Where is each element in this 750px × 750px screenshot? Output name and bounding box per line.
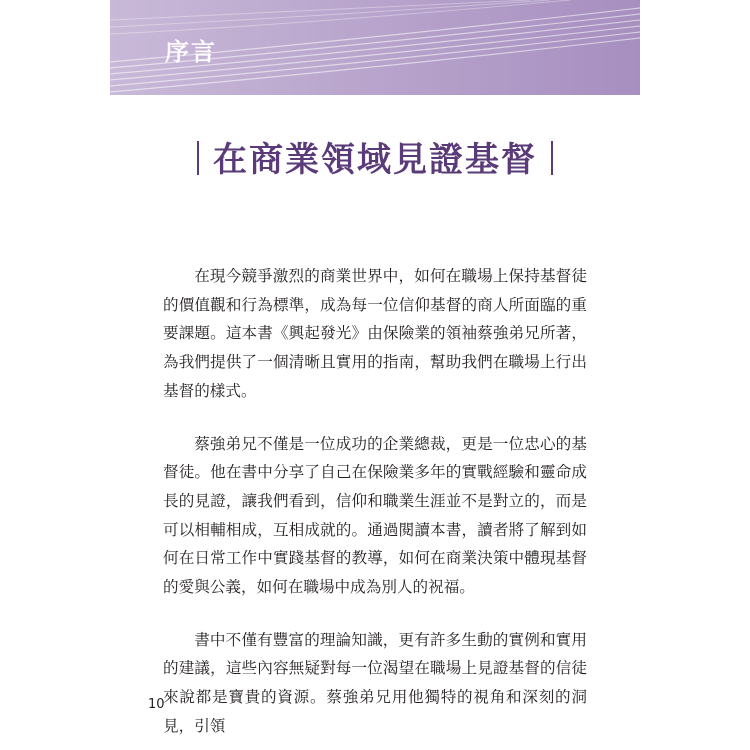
body-text xyxy=(163,262,587,750)
title-bar-right xyxy=(551,141,553,175)
chapter-title: 在商業領域見證基督 xyxy=(213,140,537,180)
paragraph: 蔡強弟兄不僅是一位成功的企業總裁，更是一位忠心的基督徒。他在書中分享了自己在保險業多年的實戰經驗和靈命成長的見證，讓我們看到，信仰和職業生涯並不是對立的，而是可以相輔相成，互相成就的。通過閱讀本書，讀者將了解到如何在日常工作中實踐基督的教導，如何在商業決策中體現基督的愛與公義，如何在職場中成為別人的祝福。 xyxy=(163,434,587,597)
paragraph: 在現今競爭激烈的商業世界中，如何在職場上保持基督徒的價值觀和行為標準，成為每一位信仰基督的商人所面臨的重要課題。這本書《興起發光》由保險業的領袖蔡強弟兄所著，為我們提供了一個清晰且實用的指南，幫助我們在職場上行出基督的樣式。 xyxy=(163,267,587,400)
paragraph: 書中不僅有豐富的理論知識，更有許多生動的實例和實用的建議，這些內容無疑對每一位渴望在職場上見證基督的信徒來說都是寶貴的資源。蔡強弟兄用他獨特的視角和深刻的洞見，引領 xyxy=(163,630,587,735)
page-number: 10 xyxy=(148,697,165,712)
chapter-title-block xyxy=(0,138,750,182)
title-bar-left xyxy=(197,141,199,175)
section-label: 序言 xyxy=(165,37,217,66)
